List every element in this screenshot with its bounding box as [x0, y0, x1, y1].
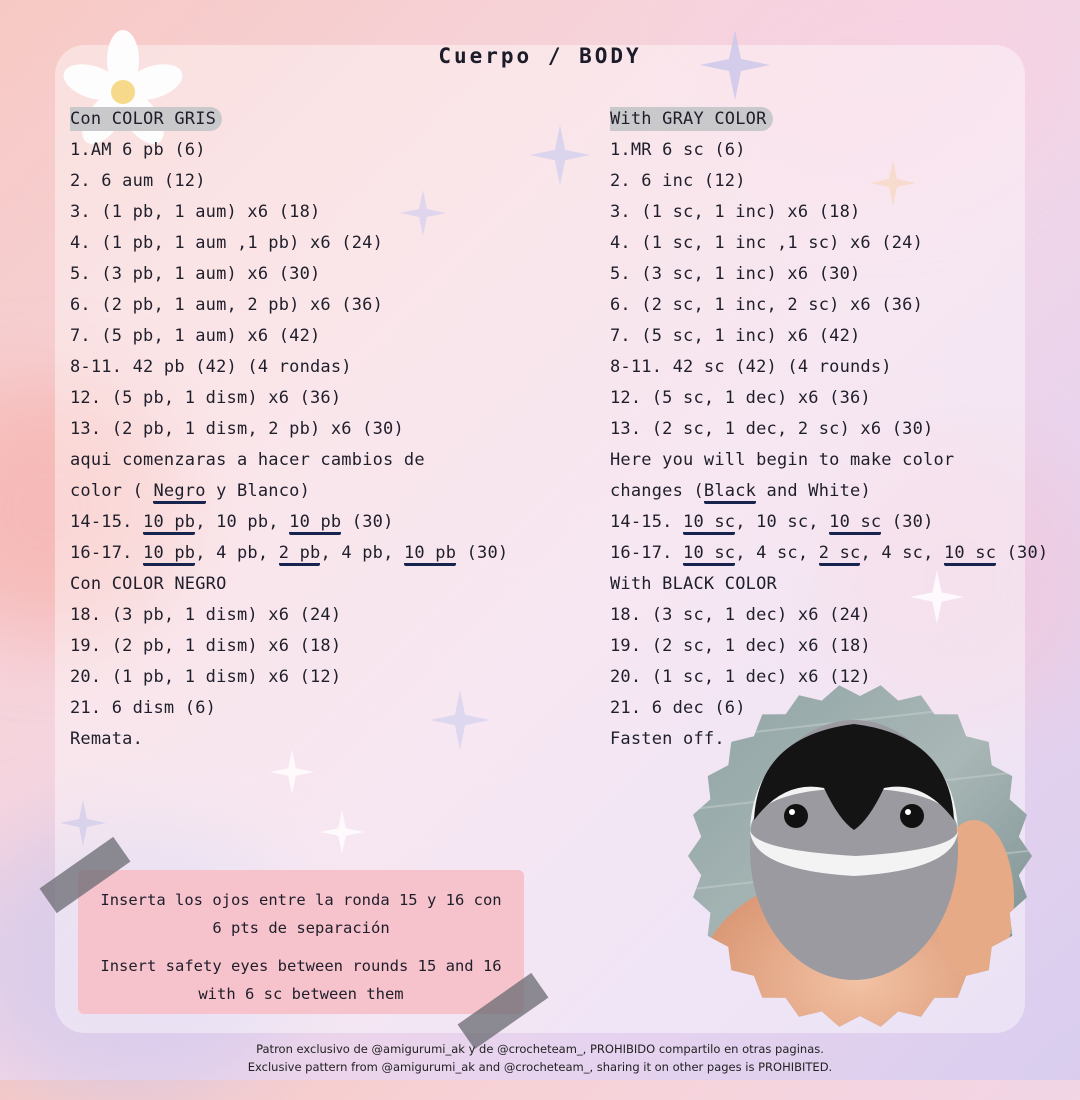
- text-fragment: , 4 sc,: [735, 543, 819, 563]
- text-fragment: 14-15.: [70, 512, 144, 532]
- round-line: 18. (3 sc, 1 dec) x6 (24): [610, 605, 871, 625]
- round-line: 12. (5 pb, 1 dism) x6 (36): [70, 388, 342, 408]
- underlined-text: 10 sc: [829, 512, 881, 535]
- text-fragment: (30): [881, 512, 934, 532]
- underlined-text: 2 sc: [819, 543, 861, 566]
- round-line: 13. (2 sc, 1 dec, 2 sc) x6 (30): [610, 419, 934, 439]
- text-fragment: ,: [808, 512, 830, 532]
- round-line: 20. (1 pb, 1 dism) x6 (12): [70, 667, 342, 687]
- round-line: 3. (1 pb, 1 aum) x6 (18): [70, 202, 321, 222]
- text-fragment: 16-17.: [70, 543, 144, 563]
- round-line: [70, 507, 590, 538]
- sparkle-icon: [60, 800, 106, 846]
- text-fragment: , 4 sc,: [860, 543, 944, 563]
- underlined-text: Negro: [153, 481, 205, 504]
- footer-english: Exclusive pattern from @amigurumi_ak and @crocheteam_, sharing it on other pages is PROHIBITED.: [247, 1060, 833, 1074]
- section-header: Con COLOR NEGRO: [70, 574, 227, 594]
- round-line: 6. (2 sc, 1 inc, 2 sc) x6 (36): [610, 295, 924, 315]
- underlined-text: 10 pb: [143, 512, 195, 535]
- round-line: 5. (3 sc, 1 inc) x6 (30): [610, 264, 861, 284]
- round-line: Remata.: [70, 729, 144, 749]
- text-fragment: changes (: [610, 481, 704, 501]
- round-line: 18. (3 pb, 1 dism) x6 (24): [70, 605, 342, 625]
- round-line: 8-11. 42 pb (42) (4 rondas): [70, 357, 352, 377]
- text-fragment: ,: [195, 512, 217, 532]
- round-line: [610, 538, 1049, 569]
- text-fragment: 14-15.: [610, 512, 684, 532]
- text-fragment: 16-17.: [610, 543, 684, 563]
- amigurumi-photo: [684, 680, 1036, 1032]
- round-line: 12. (5 sc, 1 dec) x6 (36): [610, 388, 871, 408]
- color-change-note: Here you will begin to make color: [610, 450, 955, 470]
- round-line: 2. 6 inc (12): [610, 171, 746, 191]
- color-change-note: aqui comenzaras a hacer cambios de: [70, 450, 425, 470]
- underlined-text: 10 sc: [683, 512, 735, 535]
- underlined-text: Black: [704, 481, 756, 504]
- round-line: 8-11. 42 sc (42) (4 rounds): [610, 357, 892, 377]
- round-line: 19. (2 pb, 1 dism) x6 (18): [70, 636, 342, 656]
- round-line: 4. (1 sc, 1 inc ,1 sc) x6 (24): [610, 233, 924, 253]
- text-fragment: ,: [735, 512, 757, 532]
- note-english: Insert safety eyes between rounds 15 and 16 with 6 sc between them: [100, 957, 502, 1003]
- round-line: 20. (1 sc, 1 dec) x6 (12): [610, 667, 871, 687]
- section-header: With BLACK COLOR: [610, 574, 777, 594]
- underlined-text: 10 pb: [143, 543, 195, 566]
- text-fragment: 10 pb: [216, 512, 269, 532]
- text-fragment: ,: [268, 512, 290, 532]
- section-header: [70, 104, 590, 135]
- page-title: Cuerpo / BODY: [438, 44, 642, 68]
- round-line: 13. (2 pb, 1 dism, 2 pb) x6 (30): [70, 419, 404, 439]
- section-header: [610, 104, 1040, 135]
- eye-placement-note: [78, 870, 524, 1014]
- round-line: 3. (1 sc, 1 inc) x6 (18): [610, 202, 861, 222]
- text-fragment: , 4 pb,: [320, 543, 404, 563]
- round-line: [70, 538, 590, 569]
- round-line: 5. (3 pb, 1 aum) x6 (30): [70, 264, 321, 284]
- round-line: 21. 6 dec (6): [610, 698, 746, 718]
- note-spanish: Inserta los ojos entre la ronda 15 y 16 con 6 pts de separación: [100, 891, 502, 937]
- underlined-text: 2 pb: [279, 543, 321, 566]
- round-line: 1.MR 6 sc (6): [610, 140, 746, 160]
- footer-spanish: Patron exclusivo de @amigurumi_ak y de @crocheteam_, PROHIBIDO compartilo en otras paginas.: [256, 1042, 824, 1056]
- round-line: [610, 507, 1040, 538]
- round-line: 7. (5 pb, 1 aum) x6 (42): [70, 326, 321, 346]
- sparkle-icon: [320, 810, 364, 854]
- round-line: 4. (1 pb, 1 aum ,1 pb) x6 (24): [70, 233, 384, 253]
- round-line: 6. (2 pb, 1 aum, 2 pb) x6 (36): [70, 295, 384, 315]
- underlined-text: 10 pb: [404, 543, 456, 566]
- sparkle-icon: [270, 750, 314, 794]
- round-line: Fasten off.: [610, 729, 725, 749]
- text-fragment: , 4 pb,: [195, 543, 279, 563]
- color-change-note: [610, 476, 1040, 507]
- text-fragment: y Blanco): [205, 481, 311, 501]
- round-line: 7. (5 sc, 1 inc) x6 (42): [610, 326, 861, 346]
- text-fragment: (30): [996, 543, 1049, 563]
- round-line: 19. (2 sc, 1 dec) x6 (18): [610, 636, 871, 656]
- text-fragment: (30): [341, 512, 394, 532]
- round-line: 1.AM 6 pb (6): [70, 140, 206, 160]
- underlined-text: 10 sc: [683, 543, 735, 566]
- spanish-instructions: [70, 104, 590, 755]
- english-instructions: [610, 104, 1049, 755]
- underlined-text: 10 pb: [289, 512, 341, 535]
- text-fragment: and White): [756, 481, 871, 501]
- round-line: 21. 6 dism (6): [70, 698, 217, 718]
- copyright-footer: [0, 1040, 1080, 1076]
- text-fragment: (30): [456, 543, 509, 563]
- text-fragment: 10 sc: [756, 512, 809, 532]
- round-line: 2. 6 aum (12): [70, 171, 206, 191]
- gray-highlight: With GRAY COLOR: [610, 107, 773, 131]
- color-change-note: [70, 476, 590, 507]
- text-fragment: color (: [70, 481, 154, 501]
- underlined-text: 10 sc: [944, 543, 996, 566]
- gray-highlight: Con COLOR GRIS: [70, 107, 222, 131]
